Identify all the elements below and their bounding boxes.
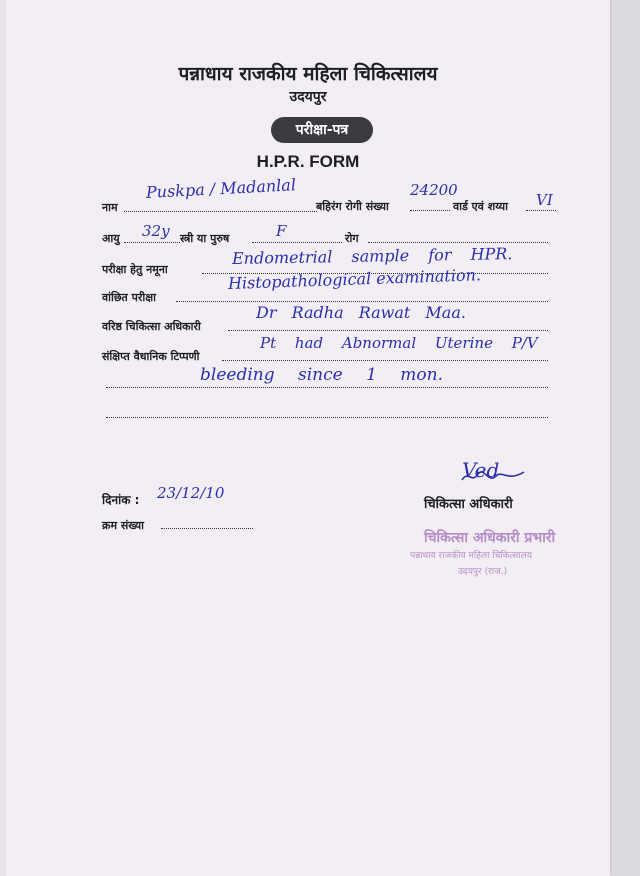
clinical-notes-line-2	[106, 387, 548, 388]
age-label: आयु	[102, 232, 120, 245]
sample-label: परीक्षा हेतु नमूना	[102, 263, 168, 276]
page-edge	[612, 0, 640, 876]
clinical-notes-value-1: Pt had Abnormal Uterine P/V	[260, 334, 538, 352]
senior-doctor-line	[228, 330, 548, 331]
age-line	[124, 242, 180, 243]
senior-doctor-value: Dr Radha Rawat Maa.	[256, 303, 466, 322]
clinical-notes-label: संक्षिप्त वैधानिक टिप्पणी	[102, 350, 200, 363]
gender-line	[252, 242, 342, 243]
form-badge: परीक्षा-पत्र	[271, 117, 373, 143]
clinical-notes-line-1	[222, 360, 548, 361]
disease-label: रोग	[345, 232, 359, 245]
date-label: दिनांक :	[102, 493, 140, 507]
ward-bed-line	[526, 210, 556, 211]
form-paper	[6, 0, 610, 876]
name-line	[124, 211, 317, 212]
clinical-notes-line-3	[106, 417, 548, 418]
gender-value: F	[276, 222, 287, 240]
signature: Ved	[462, 458, 500, 482]
medical-officer-label: चिकित्सा अधिकारी	[424, 497, 513, 512]
gender-label: स्त्री या पुरुष	[180, 232, 230, 245]
ward-bed-value: VI	[536, 191, 553, 209]
age-value: 32y	[142, 222, 170, 240]
opd-number-value: 24200	[410, 181, 458, 199]
required-test-line	[176, 301, 548, 302]
stamp-line-2: पन्नाधाय राजकीय महिला चिकित्सालय	[410, 551, 532, 561]
opd-number-line	[410, 210, 450, 211]
required-test-label: वांछित परीक्षा	[102, 291, 156, 304]
date-value: 23/12/10	[157, 484, 225, 502]
patient-name-value: Puskpa / Madanlal	[145, 175, 297, 202]
hospital-name: पन्नाधाय राजकीय महिला चिकित्सालय	[178, 63, 438, 85]
required-test-value: Histopathological examination.	[227, 265, 482, 293]
serial-number-label: क्रम संख्या	[102, 519, 144, 532]
sample-value: Endometrial sample for HPR.	[231, 244, 513, 268]
opd-number-label: बहिरंग रोगी संख्या	[316, 200, 389, 213]
form-title: H.P.R. FORM	[256, 152, 360, 171]
stamp-line-1: चिकित्सा अधिकारी प्रभारी	[424, 530, 556, 546]
stamp-line-3: उदयपुर (राज.)	[458, 567, 508, 577]
serial-number-line	[161, 528, 253, 529]
disease-line	[368, 242, 548, 243]
clinical-notes-value-2: bleeding since 1 mon.	[200, 365, 444, 385]
ward-bed-label: वार्ड एवं शय्या	[453, 200, 509, 213]
name-label: नाम	[102, 201, 118, 214]
city-name: उदयपुर	[289, 89, 327, 105]
signature-scribble	[458, 462, 528, 488]
senior-doctor-label: वरिष्ठ चिकित्सा अधिकारी	[102, 320, 201, 333]
